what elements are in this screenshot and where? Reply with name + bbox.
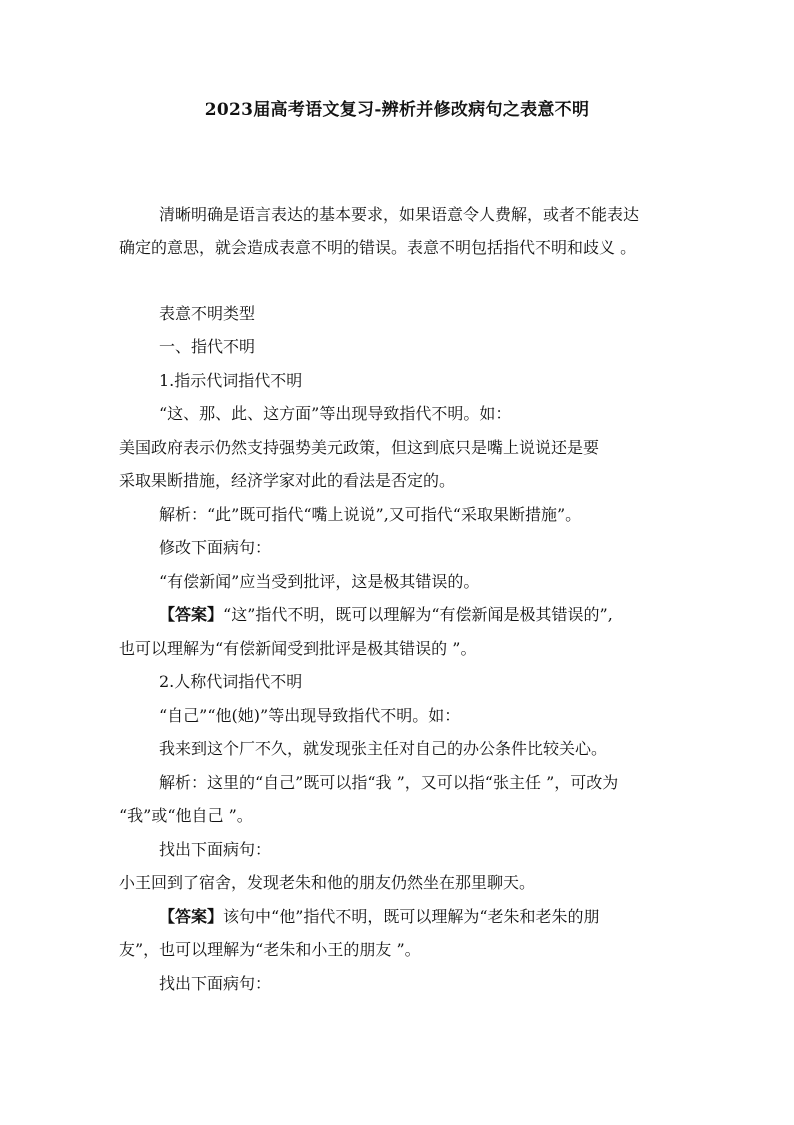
answer-2-line-2: 友”，也可以理解为“老朱和小王的朋友 ”。: [119, 940, 421, 959]
task-1-sentence: “有偿新闻”应当受到批评，这是极其错误的。: [159, 572, 480, 591]
analysis-2-line-2: “我”或“他自己 ”。: [119, 806, 253, 825]
intro-line-1: 清晰明确是语言表达的基本要求，如果语意令人费解，或者不能表达: [159, 205, 640, 224]
example-2: 我来到这个厂不久，就发现张主任对自己的办公条件比较关心。: [159, 739, 608, 758]
item-1-title: 1.指示代词指代不明: [159, 371, 303, 390]
example-1-line-1: 美国政府表示仍然支持强势美元政策，但这到底只是嘴上说说还是要: [119, 438, 600, 457]
item-1-description: “这、那、此、这方面”等出现导致指代不明。如：: [159, 404, 512, 423]
analysis-1: 解析：“此”既可指代“嘴上说说”,又可指代“采取果断措施”。: [159, 505, 582, 524]
section-heading: 表意不明类型: [159, 304, 256, 323]
answer-1-line-1: [119, 598, 725, 631]
intro-line-2: 确定的意思，就会造成表意不明的错误。表意不明包括指代不明和歧义 。: [119, 238, 637, 257]
answer-2-line-1: [119, 900, 725, 933]
analysis-2-line-1: 解析：这里的“自己”既可以指“我 ”，又可以指“张主任 ”，可改为: [159, 773, 619, 792]
task-1-instruction: 修改下面病句：: [159, 538, 272, 557]
answer-label: 【答案】: [159, 907, 224, 926]
task-3-instruction: 找出下面病句：: [159, 974, 272, 993]
answer-1-line-2: 也可以理解为“有偿新闻受到批评是极其错误的 ”。: [119, 639, 477, 658]
example-1-line-2: 采取果断措施，经济学家对此的看法是否定的。: [119, 471, 456, 490]
task-2-instruction: 找出下面病句：: [159, 840, 272, 859]
answer-2-text: 该句中“他”指代不明，既可以理解为“老朱和老朱的朋: [223, 907, 600, 926]
sub-heading-pronoun-reference: 一、指代不明: [159, 337, 256, 356]
document-title: 2023届高考语文复习-辨析并修改病句之表意不明: [204, 100, 590, 120]
item-2-description: “自己”“他(她)”等出现导致指代不明。如：: [159, 706, 461, 725]
answer-1-text: “这”指代不明，既可以理解为“有偿新闻是极其错误的”,: [223, 605, 613, 624]
task-2-sentence: 小王回到了宿舍，发现老朱和他的朋友仍然坐在那里聊天。: [119, 873, 536, 892]
answer-label: 【答案】: [159, 605, 224, 624]
item-2-title: 2.人称代词指代不明: [159, 672, 303, 691]
